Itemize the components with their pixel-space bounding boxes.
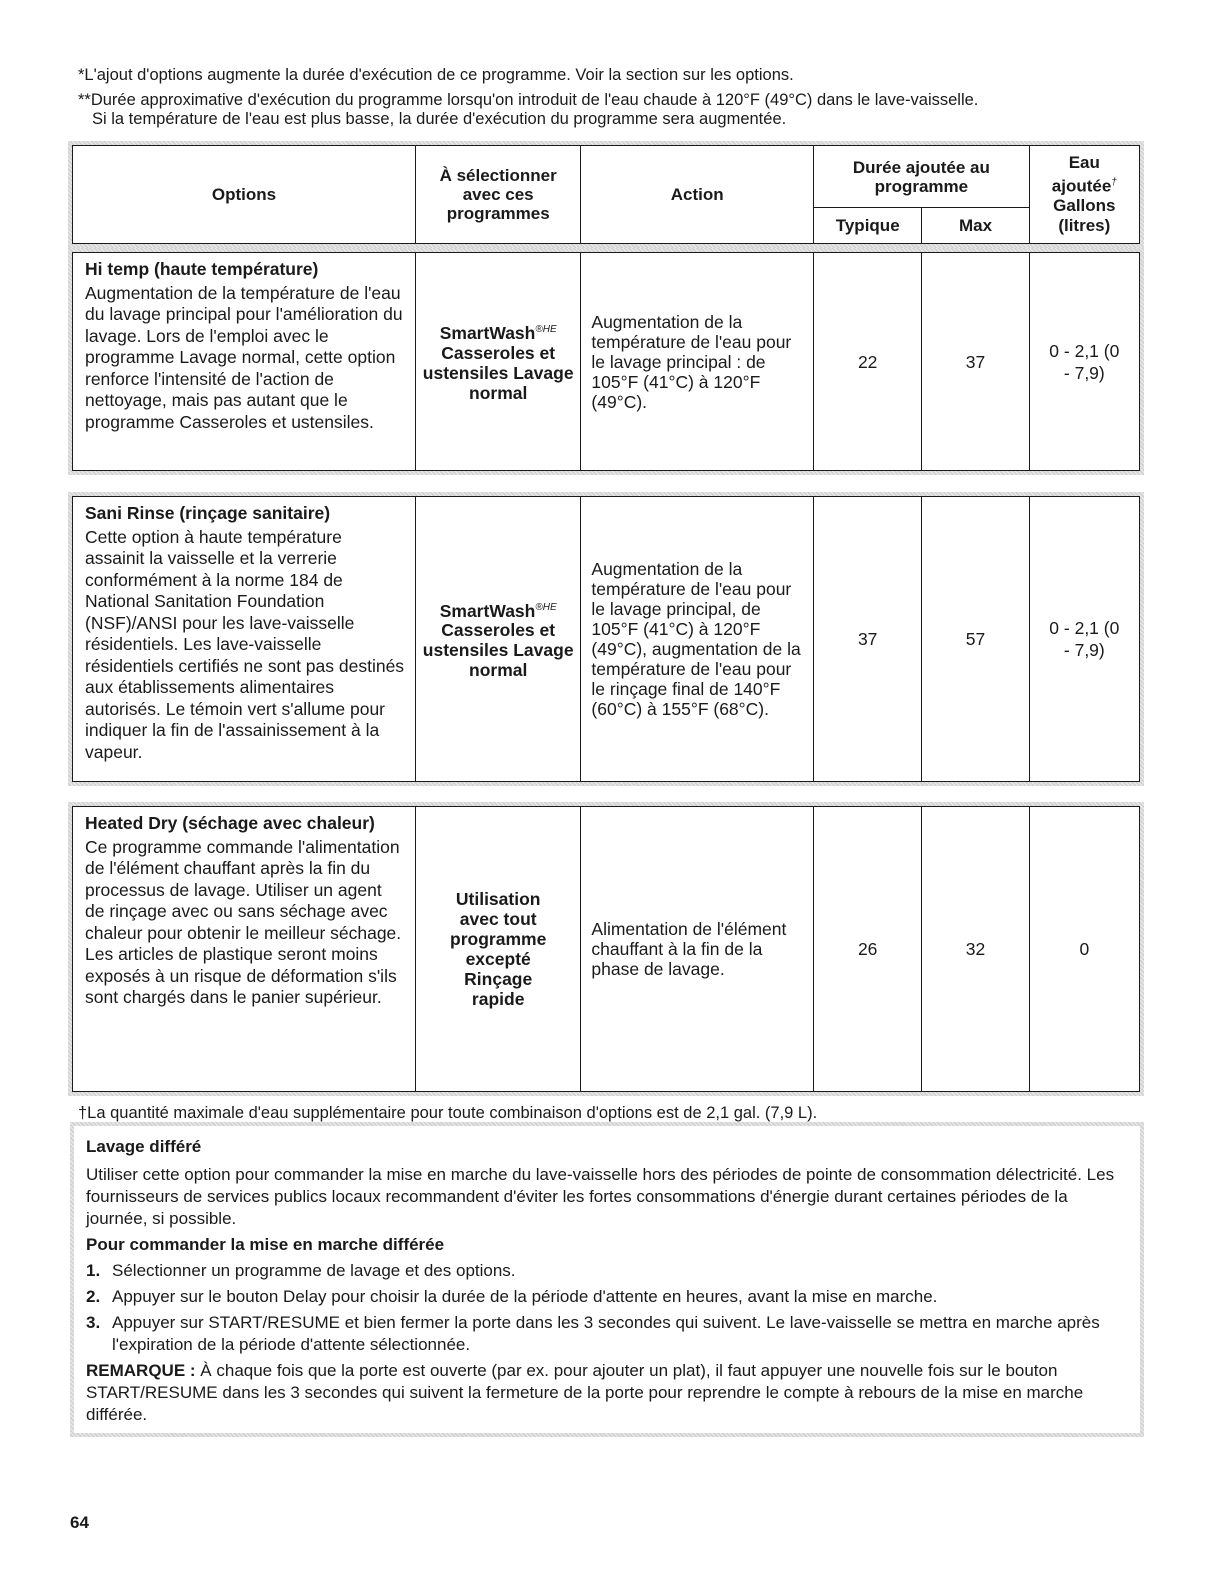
header-water-units: Gallons (litres) — [1053, 196, 1116, 236]
option-cell — [73, 253, 416, 471]
header-select: À sélectionner avec ces programmes — [415, 146, 580, 244]
typical-value: 22 — [814, 253, 922, 471]
step-number: 3. — [86, 1313, 101, 1332]
options-table-header — [68, 141, 1144, 248]
remark-label: REMARQUE : — [86, 1361, 196, 1380]
step-text: Appuyer sur le bouton Delay pour choisir la durée de la période d'attente en heures, avant la mise en marche. — [112, 1287, 938, 1306]
action-text: Augmentation de la température de l'eau pour le lavage principal : de 105°F (41°C) à 120°F (49°C). — [581, 253, 814, 471]
header-typical: Typique — [814, 208, 922, 244]
option-cell — [73, 497, 416, 782]
delay-intro: Utiliser cette option pour commander la mise en marche du lave-vaisselle hors des périodes de pointe de consommation délectricité. Les fournisseurs de services publics locaux recommandent d'éviter les fortes consommations d'énergie durant certaines périodes de la journée, si possible. — [86, 1165, 1115, 1228]
water-value: 0 - 2,1 (0 - 7,9) — [1029, 497, 1139, 782]
option-row-heated-dry — [68, 802, 1144, 1096]
brand-mark: ®HE — [535, 324, 557, 336]
option-description: Ce programme commande l'alimentation de l'élément chauffant après la fin du processus de lavage. Utiliser un agent de rinçage avec ou sans séchage avec chaleur pour obtenir le meilleur séchage. Les articles de plastique seront moins exposés à un risque de déformation s'ils sont chargés dans le panier supérieur. — [85, 836, 402, 1007]
program-list: Utilisation avec tout programme excepté Rinçage rapide — [415, 807, 580, 1092]
option-description: Augmentation de la température de l'eau du lavage principal pour l'amélioration du lavage. Lors de l'emploi avec le programme Lavage normal, cette option renforce l'intensité de l'action de nettoyage, mais pas autant que le programme Casseroles et ustensiles. — [85, 282, 403, 432]
remark-text: À chaque fois que la porte est ouverte (par ex. pour ajouter un plat), il faut appuyer une nouvelle fois sur le bouton START/RESUME dans les 3 secondes qui suivent la fermeture de la porte pour reprendre le compte à rebours de la mise en marche différée. — [86, 1361, 1084, 1424]
option-row-sani-rinse — [68, 492, 1144, 786]
typical-value: 26 — [814, 807, 922, 1092]
delay-remark — [86, 1360, 1128, 1426]
delay-step — [86, 1312, 1128, 1356]
action-text: Augmentation de la température de l'eau pour le lavage principal, de 105°F (41°C) à 120°F (49°C), augmentation de la température de l'eau pour le rinçage final de 140°F (60°C) à 155°F (68°C). — [581, 497, 814, 782]
note-temperature: Si la température de l'eau est plus basse, la durée d'exécution du programme sera augmentée. — [92, 110, 787, 128]
program-cell — [415, 497, 580, 782]
step-number: 2. — [86, 1287, 101, 1306]
option-description: Cette option à haute température assainit la vaisselle et la verrerie conformément à la norme 184 de National Sanitation Foundation (NSF)/ANSI pour les lave-vaisselle résidentiels. Les lave-vaisselle résidentiels certifiés ne sont pas destinés aux établissements alimentaires autorisés. Le témoin vert s'allume pour indiquer la fin de l'assainissement à la vapeur. — [85, 526, 405, 762]
program-cell — [415, 253, 580, 471]
option-cell — [73, 807, 416, 1092]
header-max: Max — [922, 208, 1029, 244]
program-list: Casseroles et ustensiles Lavage normal — [422, 620, 574, 681]
delay-wash-section — [70, 1122, 1144, 1437]
delay-steps — [86, 1260, 1128, 1356]
option-title: Heated Dry (séchage avec chaleur) — [85, 813, 375, 833]
max-value: 32 — [922, 807, 1029, 1092]
note-options: *L'ajout d'options augmente la durée d'exécution de ce programme. Voir la section sur les options. — [78, 66, 794, 84]
option-row-hi-temp — [68, 248, 1144, 475]
delay-subtitle: Pour commander la mise en marche différée — [86, 1235, 445, 1254]
dagger-mark: † — [1111, 176, 1117, 188]
header-water — [1029, 146, 1139, 244]
note-duration: **Durée approximative d'exécution du programme lorsqu'on introduit de l'eau chaude à 120°F (49°C) dans le lave-vaisselle. — [78, 91, 979, 109]
step-text: Appuyer sur START/RESUME et bien fermer la porte dans les 3 secondes qui suivent. Le lave-vaisselle se mettra en marche après l'expiration de la période d'attente sélectionnée. — [112, 1313, 1100, 1354]
brand-mark: ®HE — [535, 601, 557, 613]
max-value: 57 — [922, 497, 1029, 782]
option-title: Hi temp (haute température) — [85, 259, 319, 279]
page-number: 64 — [70, 1513, 89, 1532]
typical-value: 37 — [814, 497, 922, 782]
program-list: Casseroles et ustensiles Lavage normal — [422, 342, 574, 403]
header-options: Options — [73, 146, 416, 244]
delay-step — [86, 1286, 1128, 1308]
water-value: 0 — [1029, 807, 1139, 1092]
header-action: Action — [581, 146, 814, 244]
header-duration: Durée ajoutée au programme — [814, 146, 1030, 208]
action-text: Alimentation de l'élément chauffant à la fin de la phase de lavage. — [581, 807, 814, 1092]
max-value: 37 — [922, 253, 1029, 471]
program-brand: SmartWash — [439, 600, 536, 621]
program-brand: SmartWash — [439, 322, 536, 343]
delay-step — [86, 1260, 1128, 1282]
header-notes — [78, 66, 1158, 129]
water-footnote: †La quantité maximale d'eau supplémentaire pour toute combinaison d'options est de 2,1 gal. (7,9 L). — [78, 1104, 818, 1122]
delay-title: Lavage différé — [86, 1137, 202, 1156]
water-value: 0 - 2,1 (0 - 7,9) — [1029, 253, 1139, 471]
step-number: 1. — [86, 1261, 101, 1280]
header-water-label: Eau ajoutée — [1051, 152, 1112, 196]
step-text: Sélectionner un programme de lavage et des options. — [112, 1261, 516, 1280]
option-title: Sani Rinse (rinçage sanitaire) — [85, 503, 331, 523]
